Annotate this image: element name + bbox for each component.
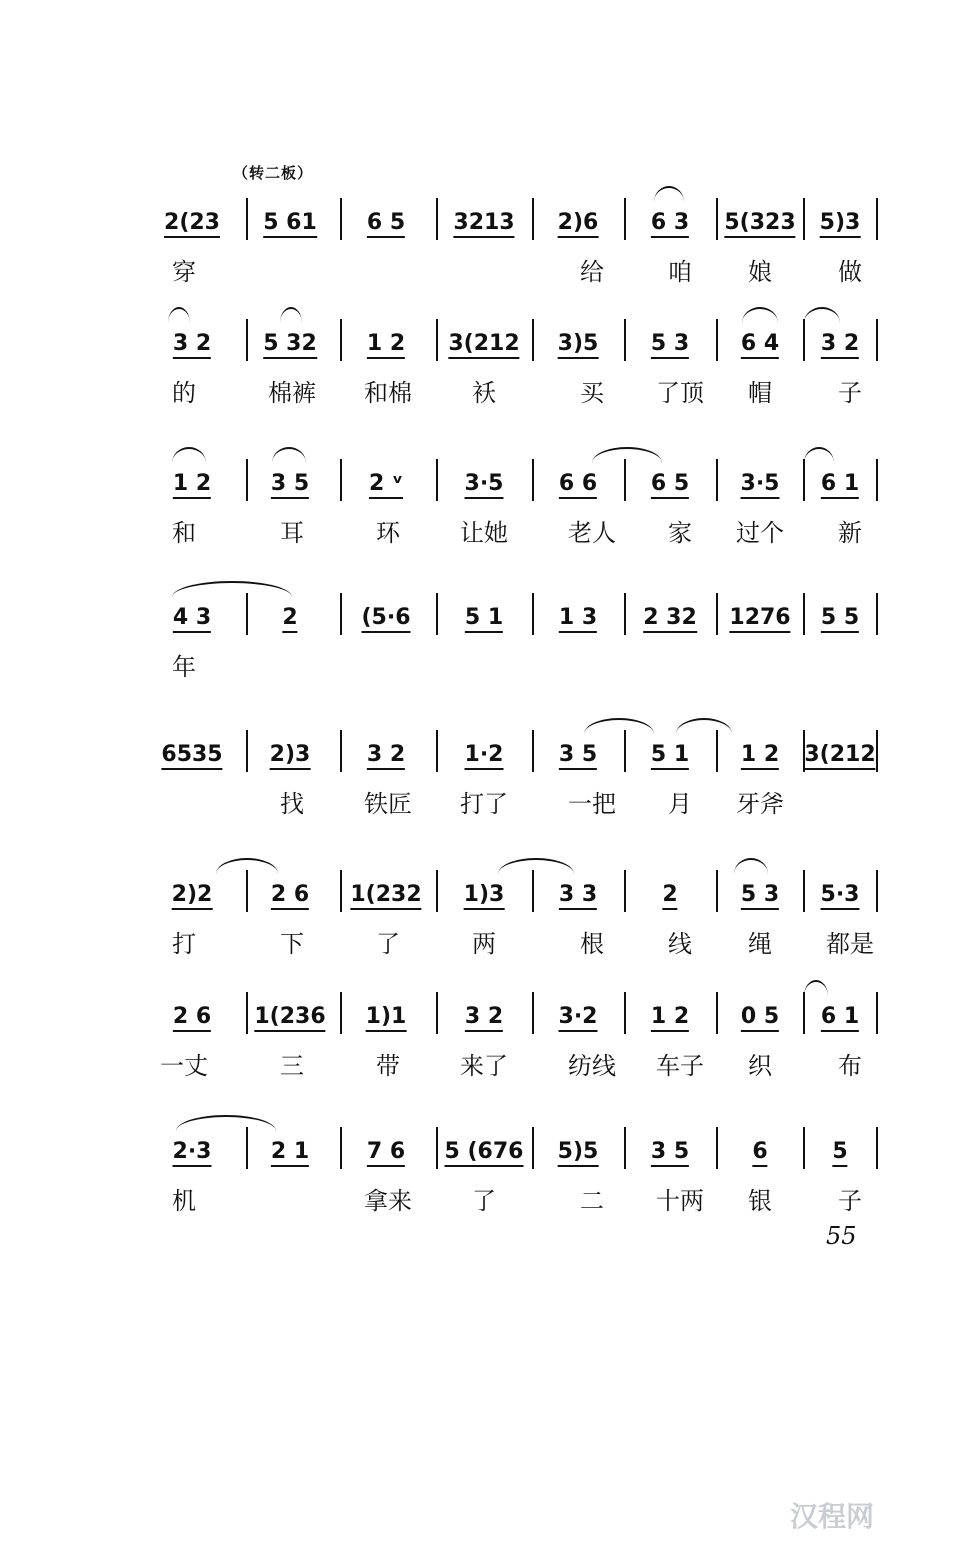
lyric-syllable: 娘	[748, 258, 772, 286]
barline	[803, 319, 805, 361]
measure-notes: 2 32	[643, 605, 697, 630]
barline	[436, 459, 438, 501]
measure-notes: 6 3	[651, 210, 689, 235]
measure-notes: 5 61	[263, 210, 317, 235]
measure-notes: 5 3	[741, 882, 779, 907]
measure-notes: 2	[662, 882, 677, 907]
barline	[532, 870, 534, 912]
lyric-syllable: 线	[668, 930, 692, 958]
barline	[876, 198, 878, 240]
measure-notes: 5(323	[724, 210, 795, 235]
measure-notes: 3 2	[173, 331, 211, 356]
barline	[532, 319, 534, 361]
measure-notes: 2	[282, 605, 297, 630]
score-system	[168, 884, 878, 964]
measure-notes: 2)3	[270, 742, 311, 767]
lyric-syllable: 年	[172, 653, 196, 681]
lyric-syllable: 拿来	[364, 1187, 412, 1215]
measure-notes: 1 3	[559, 605, 597, 630]
measure-notes: 1 2	[367, 331, 405, 356]
barline	[803, 1127, 805, 1169]
measure-notes: 2 ᵛ	[369, 471, 403, 496]
barline	[624, 870, 626, 912]
barline	[716, 198, 718, 240]
barline	[803, 198, 805, 240]
measure-notes: 6 4	[741, 331, 779, 356]
measure-notes: 1·2	[465, 742, 504, 767]
barline	[532, 992, 534, 1034]
lyric-syllable: 新	[838, 519, 862, 547]
barline	[246, 870, 248, 912]
barline	[716, 992, 718, 1034]
measure-notes: 0 5	[741, 1004, 779, 1029]
measure-notes: 6	[752, 1139, 767, 1164]
measure-notes: 3(212	[448, 331, 519, 356]
barline	[624, 319, 626, 361]
lyric-syllable: 和棉	[364, 379, 412, 407]
lyric-syllable: 过个	[736, 519, 784, 547]
lyric-syllable: 棉裤	[268, 379, 316, 407]
barline	[803, 593, 805, 635]
barline	[803, 992, 805, 1034]
measure-notes: 3·2	[559, 1004, 598, 1029]
measure-notes: 3213	[453, 210, 514, 235]
score-system	[168, 473, 878, 553]
lyric-syllable: 家	[668, 519, 692, 547]
slur-mark	[272, 447, 306, 463]
measure-notes: 6 5	[367, 210, 405, 235]
slur-mark	[176, 1115, 276, 1131]
slur-mark	[498, 858, 574, 874]
measure-notes: 2(23	[164, 210, 220, 235]
barline	[876, 459, 878, 501]
measure-notes: 5 32	[263, 331, 317, 356]
barline	[340, 992, 342, 1034]
lyric-syllable: 铁匠	[364, 790, 412, 818]
slur-mark	[584, 718, 654, 734]
measure-notes: 2 6	[271, 882, 309, 907]
lyric-syllable: 月	[668, 790, 692, 818]
lyric-syllable: 打	[172, 930, 196, 958]
barline	[876, 870, 878, 912]
measure-notes: 3)5	[558, 331, 599, 356]
lyric-syllable: 子	[838, 1187, 862, 1215]
barline	[876, 319, 878, 361]
lyric-syllable: 打了	[460, 790, 508, 818]
barline	[803, 459, 805, 501]
slur-mark	[280, 307, 302, 323]
measure-notes: 1(232	[350, 882, 421, 907]
barline	[436, 319, 438, 361]
score-system	[168, 607, 878, 687]
measure-notes: 2)2	[172, 882, 213, 907]
barline	[624, 459, 626, 501]
page-number: 55	[826, 1222, 857, 1250]
measure-notes: 3·5	[465, 471, 504, 496]
lyric-syllable: 机	[172, 1187, 196, 1215]
barline	[436, 1127, 438, 1169]
lyric-syllable: 布	[838, 1052, 862, 1080]
lyric-syllable: 一丈	[160, 1052, 208, 1080]
barline	[246, 992, 248, 1034]
lyric-syllable: 老人	[568, 519, 616, 547]
measure-notes: 1 2	[173, 471, 211, 496]
score-system	[164, 210, 878, 292]
measure-notes: 2 6	[173, 1004, 211, 1029]
measure-notes: 3 5	[271, 471, 309, 496]
barline	[340, 593, 342, 635]
lyric-syllable: 二	[580, 1187, 604, 1215]
barline	[876, 730, 878, 772]
slur-mark	[654, 186, 684, 202]
measure-notes: 5 (676	[445, 1139, 524, 1164]
score-system	[161, 742, 878, 824]
barline	[340, 1127, 342, 1169]
watermark-logo: 汉程网	[790, 1500, 875, 1533]
measure-notes: (5·6	[361, 605, 410, 630]
barline	[246, 1127, 248, 1169]
lyric-syllable: 银	[748, 1187, 772, 1215]
barline	[803, 870, 805, 912]
measure-notes: 4 3	[173, 605, 211, 630]
measure-notes: 3·5	[741, 471, 780, 496]
slur-mark	[172, 581, 292, 597]
measure-notes: 5 5	[821, 605, 859, 630]
barline	[532, 730, 534, 772]
slur-mark	[742, 307, 778, 323]
barline	[624, 1127, 626, 1169]
barline	[340, 198, 342, 240]
lyric-syllable: 袄	[472, 379, 496, 407]
barline	[436, 730, 438, 772]
lyric-syllable: 织	[748, 1052, 772, 1080]
barline	[876, 992, 878, 1034]
barline	[532, 1127, 534, 1169]
measure-notes: 6 5	[651, 471, 689, 496]
barline	[436, 992, 438, 1034]
lyric-syllable: 十两	[656, 1187, 704, 1215]
measure-notes: 5)3	[820, 210, 861, 235]
measure-notes: 1 2	[651, 1004, 689, 1029]
measure-notes: 3 2	[821, 331, 859, 356]
barline	[436, 870, 438, 912]
lyric-syllable: 带	[376, 1052, 400, 1080]
barline	[340, 319, 342, 361]
barline	[436, 198, 438, 240]
measure-notes: 2·3	[173, 1139, 212, 1164]
barline	[876, 1127, 878, 1169]
barline	[436, 593, 438, 635]
barline	[624, 198, 626, 240]
measure-notes: 6535	[161, 742, 222, 767]
measure-notes: 3 5	[651, 1139, 689, 1164]
slur-mark	[804, 980, 828, 996]
measure-notes: 1 2	[741, 742, 779, 767]
measure-notes: 2)6	[558, 210, 599, 235]
barline	[246, 730, 248, 772]
lyric-syllable: 两	[472, 930, 496, 958]
lyric-syllable: 耳	[280, 519, 304, 547]
lyric-syllable: 的	[172, 379, 196, 407]
barline	[624, 992, 626, 1034]
barline	[340, 459, 342, 501]
barline	[876, 593, 878, 635]
barline	[716, 459, 718, 501]
lyric-syllable: 给	[580, 258, 604, 286]
lyric-syllable: 三	[280, 1052, 304, 1080]
measure-notes: 6 6	[559, 471, 597, 496]
lyric-syllable: 穿	[172, 258, 196, 286]
barline	[532, 593, 534, 635]
lyric-syllable: 了	[376, 930, 400, 958]
measure-notes: 2 1	[271, 1139, 309, 1164]
barline	[716, 730, 718, 772]
lyric-syllable: 让她	[460, 519, 508, 547]
barline	[246, 319, 248, 361]
lyric-syllable: 纺线	[568, 1052, 616, 1080]
slur-mark	[592, 447, 662, 463]
measure-notes: 6 1	[821, 471, 859, 496]
measure-notes: 3 2	[367, 742, 405, 767]
barline	[246, 198, 248, 240]
measure-notes: 1(236	[254, 1004, 325, 1029]
measure-notes: 3 3	[559, 882, 597, 907]
barline	[246, 459, 248, 501]
lyric-syllable: 一把	[568, 790, 616, 818]
lyric-syllable: 来了	[460, 1052, 508, 1080]
slur-mark	[676, 718, 732, 734]
barline	[340, 870, 342, 912]
slur-mark	[734, 858, 768, 874]
lyric-syllable: 和	[172, 519, 196, 547]
slur-mark	[172, 447, 206, 463]
measure-notes: 3 5	[559, 742, 597, 767]
score-system	[168, 333, 878, 413]
lyric-syllable: 绳	[748, 930, 772, 958]
measure-notes: 5)5	[558, 1139, 599, 1164]
barline	[246, 593, 248, 635]
slur-mark	[804, 307, 840, 323]
lyric-syllable: 子	[838, 379, 862, 407]
lyric-syllable: 买	[580, 379, 604, 407]
lyric-syllable: 牙斧	[736, 790, 784, 818]
lyric-syllable: 找	[280, 790, 304, 818]
measure-notes: 1)1	[366, 1004, 407, 1029]
slur-mark	[804, 447, 834, 463]
lyric-syllable: 根	[580, 930, 604, 958]
barline	[716, 1127, 718, 1169]
measure-notes: 1)3	[464, 882, 505, 907]
lyric-syllable: 咱	[668, 258, 692, 286]
lyric-syllable: 都是	[826, 930, 874, 958]
measure-notes: 5	[832, 1139, 847, 1164]
measure-notes: 5 3	[651, 331, 689, 356]
score-system	[168, 1141, 878, 1221]
lyric-syllable: 了	[472, 1187, 496, 1215]
measure-notes: 5 1	[651, 742, 689, 767]
barline	[716, 870, 718, 912]
barline	[716, 319, 718, 361]
lyric-syllable: 环	[376, 519, 400, 547]
measure-notes: 7 6	[367, 1139, 405, 1164]
lyric-syllable: 车子	[656, 1052, 704, 1080]
slur-mark	[216, 858, 278, 874]
measure-notes: 5·3	[821, 882, 860, 907]
barline	[340, 730, 342, 772]
barline	[624, 730, 626, 772]
measure-notes: 5 1	[465, 605, 503, 630]
measure-notes: 1276	[729, 605, 790, 630]
lyric-syllable: 了顶	[656, 379, 704, 407]
barline	[532, 459, 534, 501]
measure-notes: 3(212	[804, 742, 875, 767]
barline	[624, 593, 626, 635]
measure-notes: 3 2	[465, 1004, 503, 1029]
score-system	[160, 1004, 878, 1086]
lyric-syllable: 帽	[748, 379, 772, 407]
lyric-syllable: 做	[838, 258, 862, 286]
lyric-syllable: 下	[280, 930, 304, 958]
barline	[716, 593, 718, 635]
slur-mark	[168, 307, 190, 323]
barline	[532, 198, 534, 240]
measure-notes: 6 1	[821, 1004, 859, 1029]
tempo-mark: （转二板）	[233, 164, 314, 182]
